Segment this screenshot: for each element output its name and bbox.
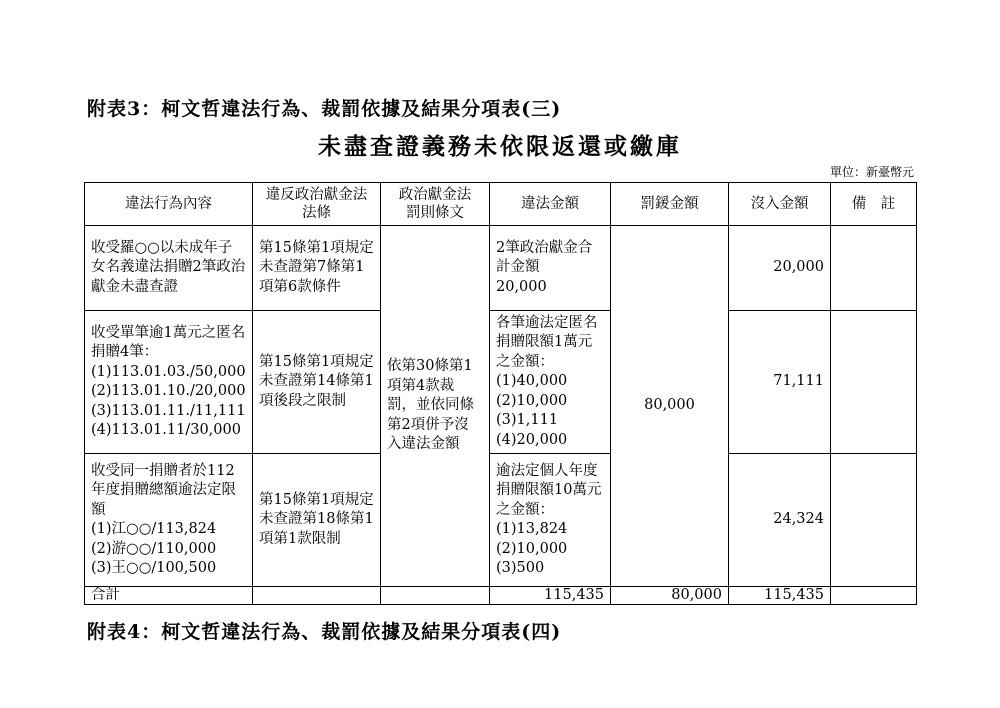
row-law: 第15條第1項規定未查證第7條第1項第6款條件 — [253, 226, 381, 311]
row-amount: 各筆逾法定匿名捐贈限額1萬元之金額： (1)40,000 (2)10,000 (3)1,111 (4)20,000 — [490, 311, 611, 454]
header-law: 違反政治獻金法 法條 — [253, 183, 381, 226]
row-confiscation: 71,111 — [729, 311, 831, 454]
total-empty-cell — [253, 587, 381, 605]
row-amount: 逾法定個人年度捐贈限額10萬元之金額： (1)13,824 (2)10,000 (3)500 — [490, 454, 611, 587]
row-note — [831, 454, 917, 587]
violation-table — [84, 182, 917, 605]
header-illegal-amount: 違法金額 — [490, 183, 611, 226]
total-confiscation: 115,435 — [729, 587, 831, 605]
table-title: 未盡查證義務未依限返還或繳庫 — [318, 133, 682, 160]
header-fine: 罰鍰金額 — [611, 183, 729, 226]
table-row — [85, 311, 917, 454]
header-row — [85, 183, 917, 226]
header-penalty-clause: 政治獻金法 罰則條文 — [381, 183, 490, 226]
row-note — [831, 311, 917, 454]
row-law: 第15條第1項規定未查證第14條第1項後段之限制 — [253, 311, 381, 454]
total-amount: 115,435 — [490, 587, 611, 605]
fine-cell: 80,000 — [611, 226, 729, 587]
row-confiscation: 24,324 — [729, 454, 831, 587]
appendix-4-heading: 附表4：柯文哲違法行為、裁罰依據及結果分項表(四) — [87, 621, 562, 643]
row-content: 收受羅○○以未成年子女名義違法捐贈2筆政治獻金未盡查證 — [85, 226, 253, 311]
row-content: 收受單筆逾1萬元之匿名捐贈4筆： (1)113.01.03./50,000 (2)113.01.10./20,000 (3)113.01.11./11,111 (4)113.01.11/30,000 — [85, 311, 253, 454]
table-row — [85, 454, 917, 587]
currency-unit-note: 單位：新臺幣元 — [829, 165, 914, 179]
table-row — [85, 226, 917, 311]
row-confiscation: 20,000 — [729, 226, 831, 311]
row-amount: 2筆政治獻金合計金額 20,000 — [490, 226, 611, 311]
total-empty-cell — [831, 587, 917, 605]
total-empty-cell — [381, 587, 490, 605]
total-row — [85, 587, 917, 605]
row-law: 第15條第1項規定未查證第18條第1項第1款限制 — [253, 454, 381, 587]
penalty-clause-cell: 依第30條第1項第4款裁罰，並依同條第2項併予沒入違法金額 — [381, 226, 490, 587]
total-label: 合計 — [85, 587, 253, 605]
header-content: 違法行為內容 — [85, 183, 253, 226]
appendix-3-heading: 附表3：柯文哲違法行為、裁罰依據及結果分項表(三) — [87, 98, 562, 120]
row-note — [831, 226, 917, 311]
header-note: 備 註 — [831, 183, 917, 226]
header-confiscation: 沒入金額 — [729, 183, 831, 226]
total-fine: 80,000 — [611, 587, 729, 605]
row-content: 收受同一捐贈者於112年度捐贈總額逾法定限額 (1)江○○/113,824 (2)游○○/110,000 (3)王○○/100,500 — [85, 454, 253, 587]
